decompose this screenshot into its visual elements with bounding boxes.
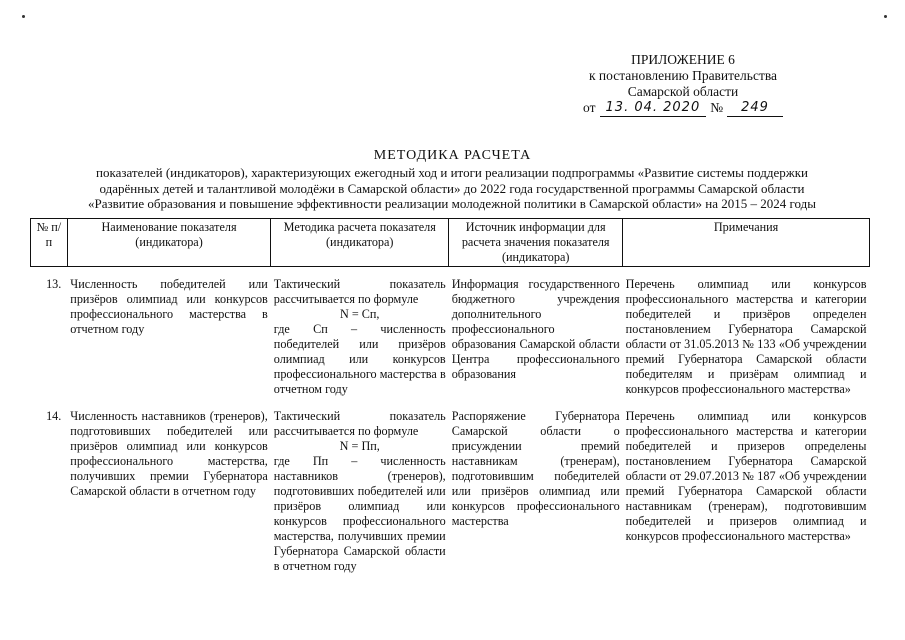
table-row bbox=[31, 397, 870, 574]
header-method: Методика расчета показателя (индикатора) bbox=[271, 219, 449, 267]
row-method bbox=[271, 267, 449, 398]
row-name: Численность победителей или призёров олимпиад или конкурсов профессионального мастерства в отчетном году bbox=[70, 277, 268, 336]
attachment-date-line bbox=[553, 100, 813, 117]
subtitle-line: «Развитие образования и повышение эффективности реализации молодежной политики в Самарской области» на 2015 – 2024 годы bbox=[87, 196, 817, 211]
subtitle-line: одарённых детей и талантливой молодёжи в Самарской области» до 2022 года государственной программы Самарской области bbox=[99, 180, 805, 196]
attachment-line-1: к постановлению Правительства bbox=[588, 68, 778, 83]
method-formula: N = Cп, bbox=[340, 307, 380, 321]
attachment-line-2: Самарской области bbox=[627, 84, 739, 99]
row-number: 13. bbox=[46, 277, 62, 291]
method-description: где Пп – численность наставников (тренеров), подготовивших победителей или призёров олимпиад или конкурсов профессионального мастерства, получивших премии Губернатора Самарской области в отчетном году bbox=[273, 454, 446, 573]
number-prefix: № bbox=[710, 100, 724, 115]
row-source: Распоряжение Губернатора Самарской области о присуждении премий наставникам (тренерам), подготовившим победителей или призёров олимпиад или конкурсов профессионального мастерства bbox=[451, 409, 620, 528]
header-source: Источник информации для расчета значения показателя (индикатора) bbox=[449, 219, 623, 267]
attachment-title: ПРИЛОЖЕНИЕ 6 bbox=[631, 52, 735, 67]
date-prefix: от bbox=[583, 100, 596, 115]
header-number: № п/п bbox=[31, 219, 68, 267]
number-value: 249 bbox=[727, 100, 783, 117]
document-title: МЕТОДИКА РАСЧЕТА bbox=[373, 148, 532, 163]
subtitle-line: показателей (индикаторов), характеризующих ежегодный ход и итоги реализации подпрограммы «Развитие системы поддержки bbox=[96, 165, 808, 180]
row-note: Перечень олимпиад или конкурсов профессионального мастерства и категории победителей и призеров определены постановлением Губернатора Самарской области от 29.07.2013 № 187 «Об учреждении премий Губернатора Самарской области наставникам (тренерам), подготовившим победителей и призеров олимпиад и конкурсов профессионального мастерства» bbox=[625, 409, 867, 543]
method-formula: N = Пп, bbox=[339, 439, 380, 453]
attachment-block bbox=[553, 52, 813, 117]
table-row bbox=[31, 267, 870, 398]
scan-dot-top-left bbox=[22, 15, 25, 18]
header-notes: Примечания bbox=[623, 219, 870, 267]
method-description: где Cп – численность победителей или призёров олимпиад или конкурсов профессионального мастерства в отчетном году bbox=[273, 322, 446, 396]
row-name: Численность наставников (тренеров), подготовивших победителей или призёров олимпиад или конкурсов профессионального мастерства, получивших премии Губернатора Самарской области в отчетном году bbox=[70, 409, 268, 498]
header-name: Наименование показателя (индикатора) bbox=[67, 219, 271, 267]
table-header-row bbox=[31, 219, 870, 267]
scan-dot-top-right bbox=[884, 15, 887, 18]
document-subtitle bbox=[18, 165, 886, 212]
method-intro: Тактический показатель рассчитывается по формуле bbox=[273, 277, 446, 306]
date-value: 13. 04. 2020 bbox=[600, 100, 707, 117]
method-intro: Тактический показатель рассчитывается по формуле bbox=[273, 409, 446, 438]
row-method bbox=[271, 397, 449, 574]
row-note: Перечень олимпиад или конкурсов профессионального мастерства и категории победителей и призёров определен постановлением Губернатора Самарской области от 31.05.2013 № 133 «Об учреждении премий Губернатора Самарской области победителям и призёрам олимпиад и конкурсов профессионального мастерства» bbox=[625, 277, 867, 396]
row-source: Информация государственного бюджетного учреждения дополнительного профессионального образования Самарской области Центра профессионального образования bbox=[451, 277, 620, 381]
row-number: 14. bbox=[46, 409, 62, 423]
methodology-table bbox=[30, 218, 870, 574]
